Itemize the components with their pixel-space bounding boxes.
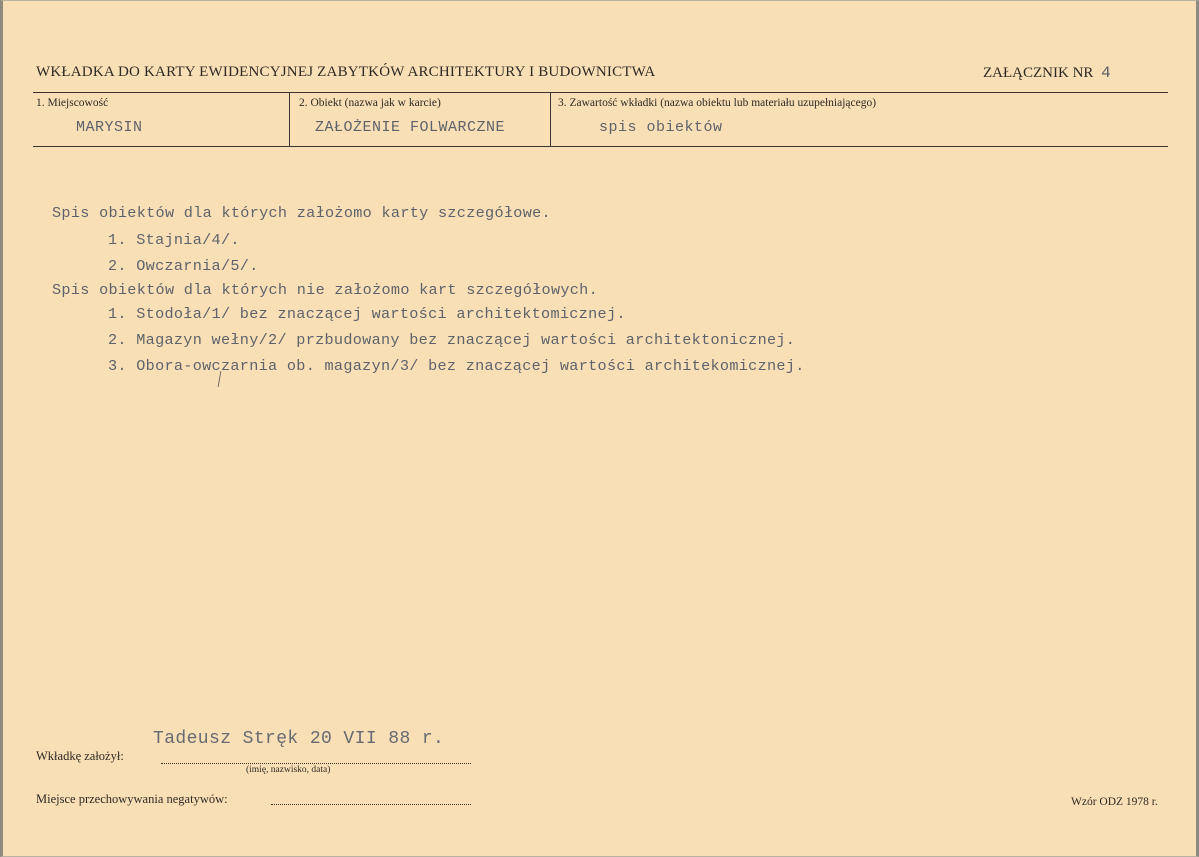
card-title: WKŁADKA DO KARTY EWIDENCYJNEJ ZABYTKÓW ARCHITEKTURY I BUDOWNICTWA (36, 64, 656, 80)
annex-label: ZAŁĄCZNIK NR (983, 65, 1094, 81)
field-value-locality: MARYSIN (76, 119, 143, 136)
insert-author-value: Tadeusz Stręk 20 VII 88 r. (153, 729, 445, 749)
field-label-locality: 1. Miejscowość (36, 97, 109, 109)
insert-author-label: Wkładkę założył: (36, 749, 124, 763)
field-value-contents: spis obiektów (599, 119, 723, 136)
field-label-object: 2. Obiekt (nazwa jak w karcie) (299, 97, 441, 109)
list-item: 2. Magazyn wełny/2/ przbudowany bez znaczącej wartości architektonicznej. (108, 331, 796, 349)
list-item: 1. Stodoła/1/ bez znaczącej wartości architektomicznej. (108, 305, 626, 323)
section-heading-without-cards: Spis obiektów dla których nie założomo kart szczegółowych. (52, 281, 599, 299)
negatives-location-label: Miejsce przechowywania negatywów: (36, 792, 228, 806)
list-item: 3. Obora-owczarnia ob. magazyn/3/ bez znaczącej wartości architekomicznej. (108, 357, 805, 375)
header-top-rule (33, 92, 1168, 93)
annex-value: 4 (1101, 64, 1111, 82)
header-bottom-rule (33, 146, 1168, 147)
list-item: 1. Stajnia/4/. (108, 231, 240, 249)
field-divider-2 (550, 92, 551, 147)
negatives-location-line (271, 804, 471, 805)
list-item: 2. Owczarnia/5/. (108, 257, 259, 275)
field-label-contents: 3. Zawartość wkładki (nazwa obiektu lub materiału uzupełniającego) (558, 97, 877, 109)
section-heading-with-cards: Spis obiektów dla których założomo karty szczegółowe. (52, 204, 551, 222)
form-code: Wzór ODZ 1978 r. (1071, 796, 1158, 808)
annex-number (983, 64, 1111, 82)
field-divider-1 (289, 92, 290, 147)
field-value-object: ZAŁOŻENIE FOLWARCZNE (315, 119, 506, 136)
insert-author-line (161, 763, 471, 764)
insert-author-hint: (imię, nazwisko, data) (246, 765, 331, 775)
